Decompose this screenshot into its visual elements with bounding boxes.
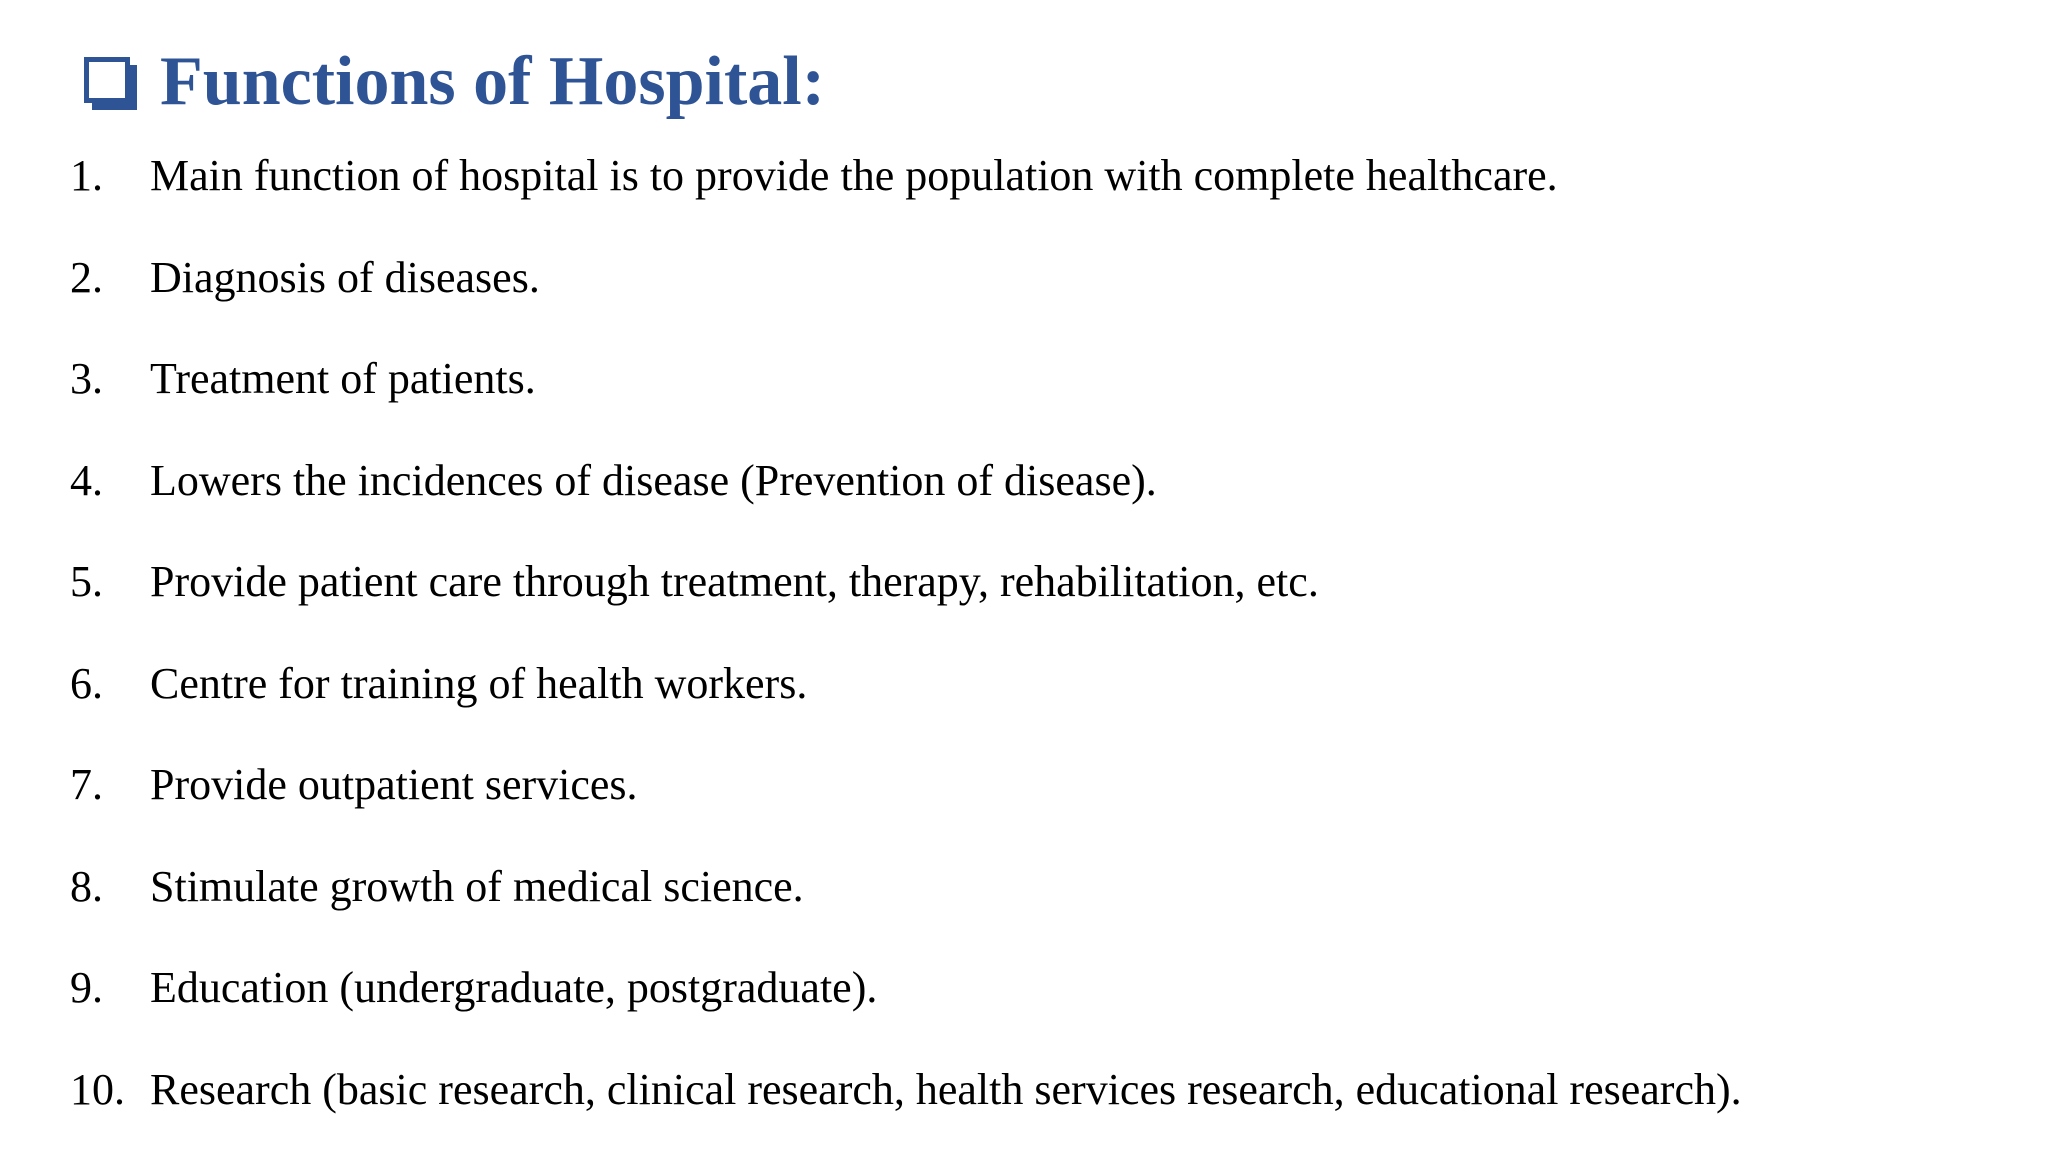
list-item-text: Education (undergraduate, postgraduate). (150, 962, 877, 1013)
list-item-text: Provide outpatient services. (150, 759, 638, 810)
list-item (70, 1064, 1742, 1165)
list-item (70, 353, 1742, 455)
list-item (70, 455, 1742, 557)
list-item (70, 861, 1742, 963)
list-item (70, 150, 1742, 252)
list-item (70, 962, 1742, 1064)
list-item (70, 658, 1742, 760)
list-item-number: 8. (70, 861, 150, 912)
list-item-number: 5. (70, 556, 150, 607)
slide-title: Functions of Hospital: (160, 47, 825, 117)
list-item-number: 1. (70, 150, 150, 201)
checkbox-bullet-icon (84, 57, 134, 107)
list-item (70, 252, 1742, 354)
list-item-text: Main function of hospital is to provide the population with complete healthcare. (150, 150, 1558, 201)
list-item-number: 3. (70, 353, 150, 404)
list-item-number: 9. (70, 962, 150, 1013)
list-item (70, 556, 1742, 658)
list-item-number: 6. (70, 658, 150, 709)
list-item-number: 4. (70, 455, 150, 506)
list-item-text: Centre for training of health workers. (150, 658, 807, 709)
list-item-text: Diagnosis of diseases. (150, 252, 540, 303)
title-row (84, 36, 825, 128)
list-item-text: Treatment of patients. (150, 353, 536, 404)
list-item (70, 759, 1742, 861)
list-item-text: Research (basic research, clinical research, health services research, educational research). (150, 1064, 1742, 1115)
list-item-number: 2. (70, 252, 150, 303)
list-item-number: 10. (70, 1064, 150, 1115)
list-item-text: Stimulate growth of medical science. (150, 861, 804, 912)
list-item-text: Lowers the incidences of disease (Prevention of disease). (150, 455, 1157, 506)
list-item-number: 7. (70, 759, 150, 810)
list-item-text: Provide patient care through treatment, therapy, rehabilitation, etc. (150, 556, 1319, 607)
functions-list (70, 150, 1742, 1165)
